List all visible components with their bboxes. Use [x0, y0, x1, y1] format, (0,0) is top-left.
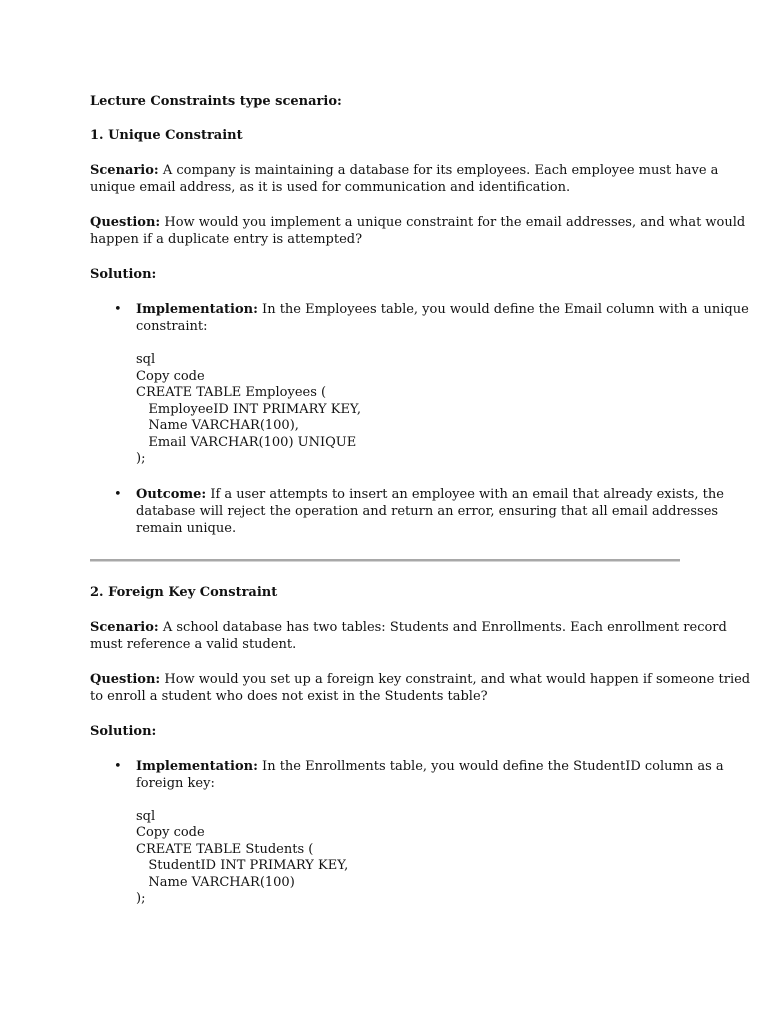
horizontal-divider	[90, 559, 680, 562]
code-line: CREATE TABLE Students (	[136, 841, 314, 857]
document-page	[90, 93, 751, 908]
question-label: Question:	[90, 215, 161, 230]
scenario-label: Scenario:	[90, 163, 159, 178]
scenario-paragraph	[90, 162, 719, 196]
bullet-icon: •	[114, 758, 122, 774]
section-unique-constraint	[90, 127, 749, 537]
outcome-text: If a user attempts to insert an employee with an email that already exists, the	[206, 486, 724, 502]
bullet-icon: •	[114, 486, 122, 502]
code-line: Copy code	[136, 825, 205, 840]
scenario-label: Scenario:	[90, 619, 159, 635]
implementation-text: In the Employees table, you would define the Email column with a unique	[257, 302, 749, 317]
solution-label: Solution:	[90, 723, 157, 739]
question-text: How would you implement a unique constraint for the email addresses, and what would	[160, 215, 746, 230]
code-line: CREATE TABLE Employees (	[136, 385, 327, 400]
section-foreign-key-constraint	[90, 584, 751, 908]
scenario-text: A company is maintaining a database for its employees. Each employee must have a	[158, 163, 719, 178]
outcome-text: remain unique.	[136, 520, 237, 536]
implementation-text: foreign key:	[136, 775, 215, 791]
code-line: Name VARCHAR(100),	[136, 418, 299, 433]
code-line: Copy code	[136, 368, 205, 384]
section-heading: 2. Foreign Key Constraint	[90, 584, 278, 600]
code-line: );	[136, 451, 146, 466]
outcome-bullet	[90, 486, 724, 537]
code-block	[136, 809, 680, 908]
code-line: sql	[136, 352, 156, 367]
question-paragraph	[90, 214, 746, 248]
section-heading: 1. Unique Constraint	[90, 128, 243, 143]
outcome-label: Outcome:	[136, 486, 207, 502]
question-label: Question:	[90, 671, 161, 687]
question-text: to enroll a student who does not exist in the Students table?	[90, 688, 488, 704]
code-line: StudentID INT PRIMARY KEY,	[136, 858, 349, 873]
scenario-text: A school database has two tables: Students and Enrollments. Each enrollment record	[158, 619, 727, 635]
implementation-bullet	[90, 301, 749, 468]
document-title: Lecture Constraints type scenario:	[90, 94, 342, 109]
code-line: EmployeeID INT PRIMARY KEY,	[136, 401, 361, 417]
code-line: Email VARCHAR(100) UNIQUE	[136, 434, 357, 450]
implementation-text: In the Enrollments table, you would define the StudentID column as a	[257, 758, 724, 774]
scenario-text: unique email address, as it is used for communication and identification.	[90, 180, 571, 195]
code-line: );	[136, 891, 146, 906]
code-line: sql	[136, 808, 156, 824]
question-text: How would you set up a foreign key constraint, and what would happen if someone tried	[160, 671, 751, 687]
question-text: happen if a duplicate entry is attempted?	[90, 232, 363, 247]
outcome-text: database will reject the operation and return an error, ensuring that all email addresses	[136, 503, 719, 519]
code-line: Name VARCHAR(100)	[136, 874, 295, 890]
scenario-text: must reference a valid student.	[90, 636, 297, 652]
implementation-label: Implementation:	[136, 758, 258, 774]
implementation-text: constraint:	[136, 319, 208, 334]
solution-label: Solution:	[90, 267, 157, 282]
scenario-paragraph	[90, 619, 727, 653]
code-block	[136, 352, 680, 468]
question-paragraph	[90, 671, 751, 705]
implementation-bullet	[90, 758, 724, 908]
implementation-label: Implementation:	[136, 302, 258, 317]
bullet-icon: •	[114, 302, 122, 317]
